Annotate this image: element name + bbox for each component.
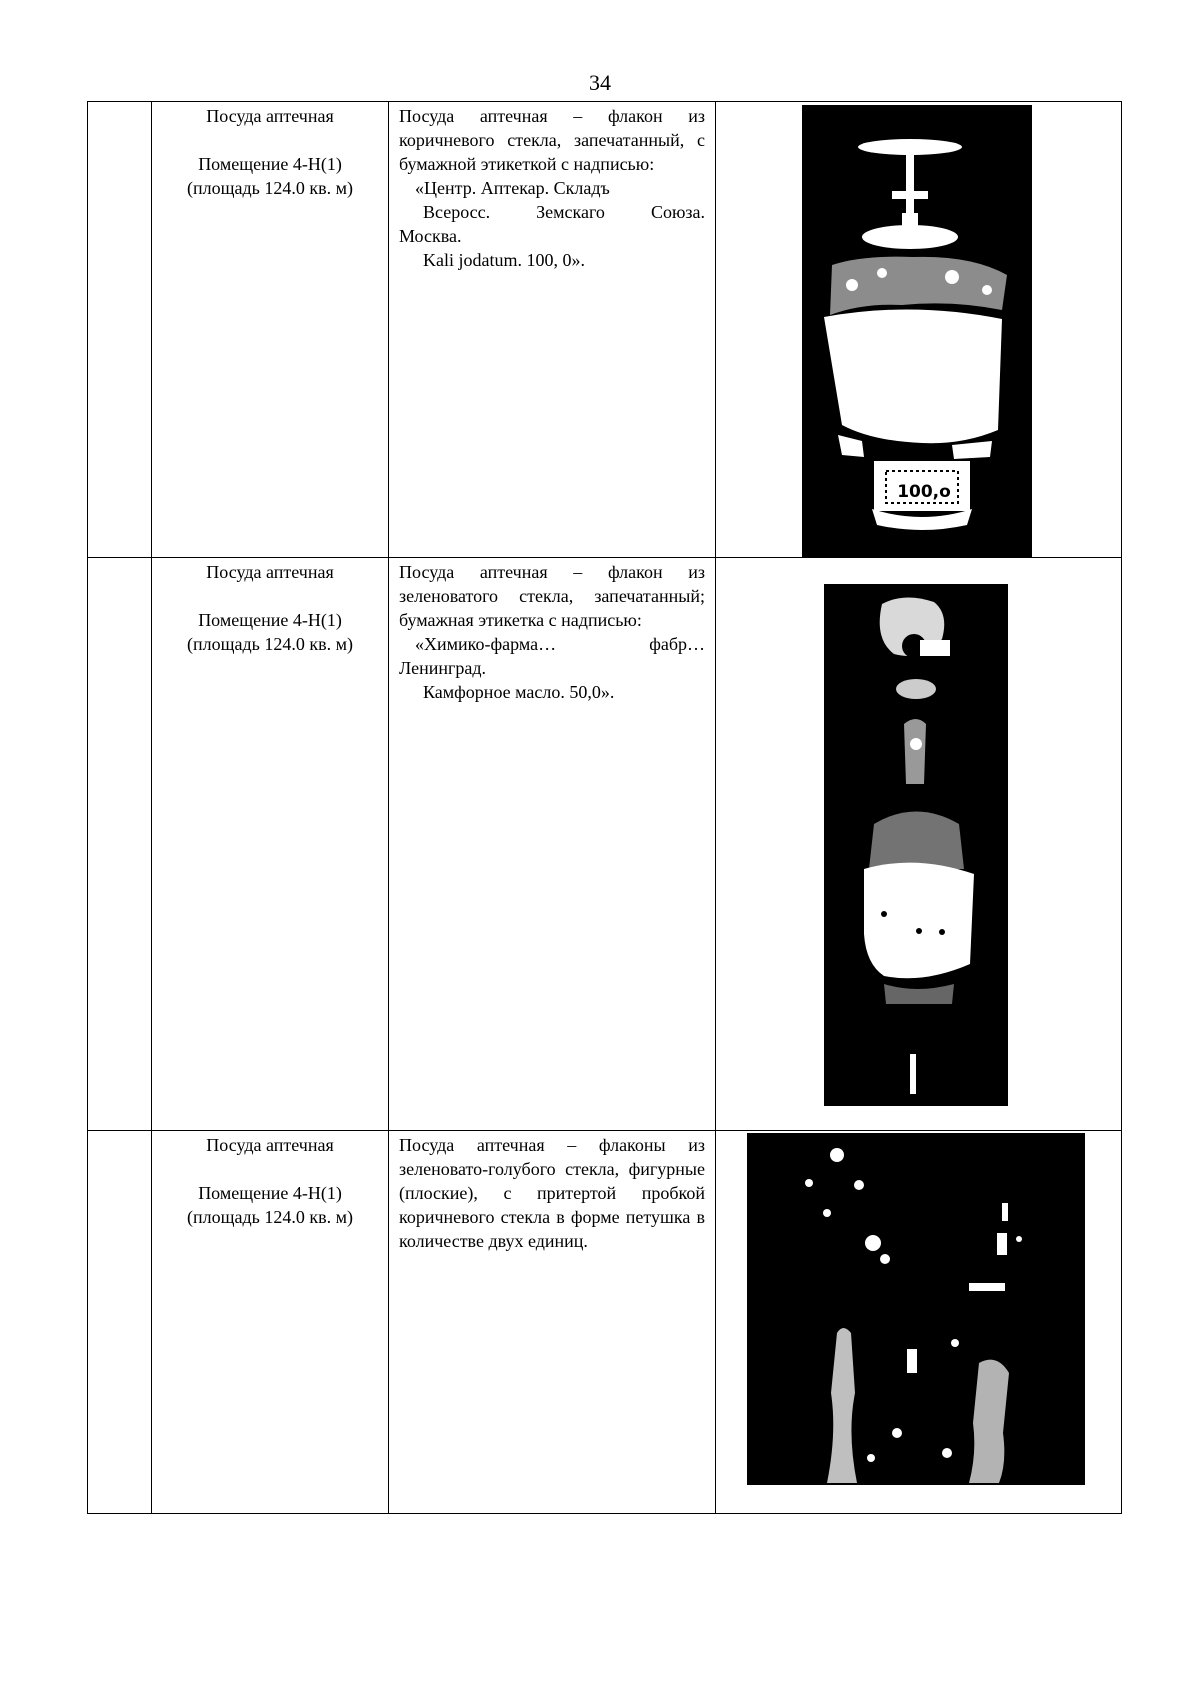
item-room: Помещение 4-Н(1) [198, 154, 342, 174]
description-word: Союза. [650, 202, 705, 222]
description-text: Москва. [399, 226, 462, 246]
item-room: Помещение 4-Н(1) [198, 1183, 342, 1203]
name-cell [152, 558, 389, 1131]
description-text: Посуда аптечная – флакон из зеленоватого стекла, запечатанный; бумажная этикетка с надписью: [399, 562, 705, 630]
item-area: (площадь 124.0 кв. м) [187, 634, 353, 654]
photo-cell [716, 1131, 1122, 1514]
name-cell [152, 102, 389, 558]
description-text: Ленинград. [399, 658, 487, 678]
photo-cell [716, 558, 1122, 1131]
item-room: Помещение 4-Н(1) [198, 610, 342, 630]
index-cell [88, 102, 152, 558]
name-cell [152, 1131, 389, 1514]
item-name: Посуда аптечная [206, 1135, 334, 1155]
bottle-photo [824, 584, 1008, 1106]
index-cell [88, 1131, 152, 1514]
description-word: Всеросс. [423, 202, 491, 222]
description-cell [389, 102, 716, 558]
description-cell [389, 558, 716, 1131]
index-cell [88, 558, 152, 1131]
description-text: Посуда аптечная – флаконы из зеленовато-голубого стекла, фигурные (плоские), с притертой пробкой коричневого стекла в форме петушка в количестве двух единиц. [399, 1135, 705, 1251]
bottle-label-text: 100,o [897, 482, 951, 502]
table-row [88, 558, 1122, 1131]
item-name: Посуда аптечная [206, 562, 334, 582]
inventory-table [87, 101, 1122, 1514]
description-word: Земскаго [536, 202, 605, 222]
description-cell [389, 1131, 716, 1514]
bottles-photo [747, 1133, 1085, 1485]
description-word: «Химико-фарма… [415, 634, 557, 654]
description-text: Камфорное масло. 50,0». [423, 682, 615, 702]
description-text [399, 200, 705, 224]
table-row [88, 102, 1122, 558]
table-row [88, 1131, 1122, 1514]
item-area: (площадь 124.0 кв. м) [187, 1207, 353, 1227]
item-area: (площадь 124.0 кв. м) [187, 178, 353, 198]
description-text: Посуда аптечная – флакон из коричневого стекла, запечатанный, с бумажной этикеткой с надписью: [399, 106, 705, 174]
bottle-photo [802, 105, 1032, 557]
description-text: Kali jodatum. 100, 0». [423, 250, 585, 270]
page-number: 34 [589, 70, 611, 95]
description-text [399, 632, 705, 656]
photo-cell [716, 102, 1122, 558]
description-word: фабр… [649, 634, 705, 654]
item-name: Посуда аптечная [206, 106, 334, 126]
description-text: «Центр. Аптекар. Складъ [415, 178, 610, 198]
